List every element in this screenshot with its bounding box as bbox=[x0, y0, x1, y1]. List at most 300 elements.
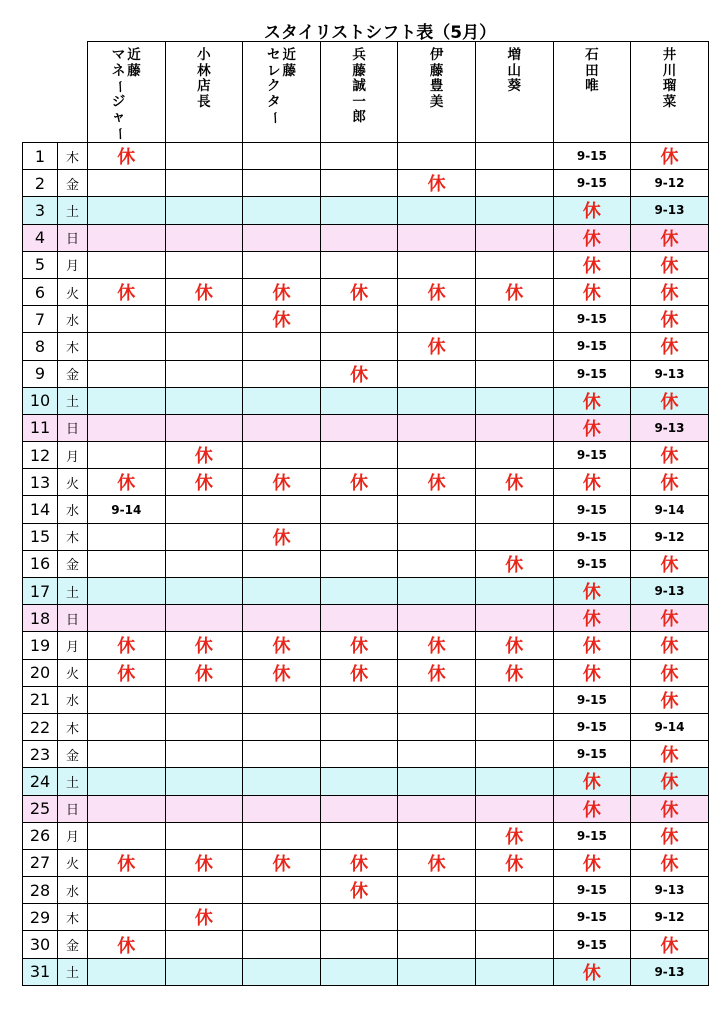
day-off-cell: 休 bbox=[243, 523, 321, 550]
shift-cell bbox=[165, 605, 243, 632]
shift-cell bbox=[165, 251, 243, 278]
weekday: 火 bbox=[58, 469, 88, 496]
day-number: 20 bbox=[23, 659, 58, 686]
shift-cell bbox=[475, 958, 553, 985]
shift-cell bbox=[320, 958, 398, 985]
shift-cell bbox=[243, 224, 321, 251]
day-number: 24 bbox=[23, 768, 58, 795]
day-row bbox=[23, 333, 709, 360]
day-off-cell: 休 bbox=[243, 849, 321, 876]
day-off-cell: 休 bbox=[165, 632, 243, 659]
weekday: 日 bbox=[58, 795, 88, 822]
shift-cell bbox=[475, 170, 553, 197]
shift-cell bbox=[320, 904, 398, 931]
weekday: 水 bbox=[58, 686, 88, 713]
shift-cell bbox=[398, 251, 476, 278]
day-off-cell: 休 bbox=[631, 224, 709, 251]
shift-cell bbox=[243, 496, 321, 523]
shift-cell: 9-15 bbox=[553, 360, 631, 387]
day-off-cell: 休 bbox=[88, 659, 166, 686]
day-row bbox=[23, 143, 709, 170]
shift-cell bbox=[243, 550, 321, 577]
day-row bbox=[23, 958, 709, 985]
shift-cell bbox=[398, 578, 476, 605]
shift-cell: 9-15 bbox=[553, 333, 631, 360]
shift-cell bbox=[398, 360, 476, 387]
day-off-cell: 休 bbox=[631, 387, 709, 414]
shift-cell bbox=[165, 306, 243, 333]
shift-cell bbox=[320, 578, 398, 605]
shift-cell bbox=[475, 686, 553, 713]
shift-cell: 9-12 bbox=[631, 523, 709, 550]
weekday: 水 bbox=[58, 306, 88, 333]
day-off-cell: 休 bbox=[243, 278, 321, 305]
day-number: 31 bbox=[23, 958, 58, 985]
shift-cell bbox=[88, 251, 166, 278]
weekday: 土 bbox=[58, 768, 88, 795]
day-off-cell: 休 bbox=[88, 849, 166, 876]
day-number: 11 bbox=[23, 414, 58, 441]
shift-cell bbox=[243, 822, 321, 849]
day-row bbox=[23, 550, 709, 577]
day-off-cell: 休 bbox=[631, 333, 709, 360]
day-off-cell: 休 bbox=[88, 469, 166, 496]
day-off-cell: 休 bbox=[475, 550, 553, 577]
day-row bbox=[23, 170, 709, 197]
day-off-cell: 休 bbox=[631, 795, 709, 822]
day-off-cell: 休 bbox=[553, 278, 631, 305]
day-off-cell: 休 bbox=[88, 931, 166, 958]
shift-cell bbox=[398, 523, 476, 550]
day-off-cell: 休 bbox=[553, 197, 631, 224]
shift-cell bbox=[243, 387, 321, 414]
shift-cell bbox=[475, 251, 553, 278]
day-number: 8 bbox=[23, 333, 58, 360]
day-number: 5 bbox=[23, 251, 58, 278]
day-number: 29 bbox=[23, 904, 58, 931]
day-off-cell: 休 bbox=[631, 550, 709, 577]
day-number: 1 bbox=[23, 143, 58, 170]
day-number: 3 bbox=[23, 197, 58, 224]
day-number: 14 bbox=[23, 496, 58, 523]
shift-cell bbox=[243, 795, 321, 822]
day-off-cell: 休 bbox=[165, 904, 243, 931]
day-off-cell: 休 bbox=[631, 659, 709, 686]
shift-cell bbox=[475, 605, 553, 632]
shift-cell: 9-15 bbox=[553, 523, 631, 550]
shift-cell bbox=[88, 713, 166, 740]
shift-cell: 9-13 bbox=[631, 197, 709, 224]
day-off-cell: 休 bbox=[475, 469, 553, 496]
shift-cell bbox=[88, 442, 166, 469]
shift-cell bbox=[398, 387, 476, 414]
day-off-cell: 休 bbox=[88, 143, 166, 170]
weekday: 金 bbox=[58, 931, 88, 958]
staff-header-1 bbox=[88, 42, 166, 143]
day-off-cell: 休 bbox=[631, 768, 709, 795]
day-off-cell: 休 bbox=[631, 849, 709, 876]
day-off-cell: 休 bbox=[631, 632, 709, 659]
shift-cell: 9-13 bbox=[631, 360, 709, 387]
shift-cell bbox=[320, 741, 398, 768]
shift-cell bbox=[320, 523, 398, 550]
shift-cell: 9-14 bbox=[631, 713, 709, 740]
day-off-cell: 休 bbox=[553, 632, 631, 659]
weekday: 月 bbox=[58, 251, 88, 278]
weekday: 水 bbox=[58, 496, 88, 523]
day-off-cell: 休 bbox=[631, 741, 709, 768]
shift-cell bbox=[165, 578, 243, 605]
weekday: 木 bbox=[58, 904, 88, 931]
day-off-cell: 休 bbox=[553, 469, 631, 496]
day-row bbox=[23, 469, 709, 496]
weekday: 月 bbox=[58, 442, 88, 469]
shift-cell bbox=[398, 496, 476, 523]
day-off-cell: 休 bbox=[320, 469, 398, 496]
day-row bbox=[23, 822, 709, 849]
weekday: 木 bbox=[58, 713, 88, 740]
shift-cell: 9-15 bbox=[553, 550, 631, 577]
shift-cell: 9-15 bbox=[553, 822, 631, 849]
day-off-cell: 休 bbox=[398, 469, 476, 496]
shift-cell bbox=[165, 768, 243, 795]
shift-cell bbox=[243, 605, 321, 632]
shift-cell bbox=[320, 306, 398, 333]
staff-name-line: 小 林 店 長 bbox=[197, 47, 211, 110]
shift-cell bbox=[398, 686, 476, 713]
day-number: 25 bbox=[23, 795, 58, 822]
day-number: 19 bbox=[23, 632, 58, 659]
day-off-cell: 休 bbox=[475, 278, 553, 305]
shift-cell: 9-13 bbox=[631, 877, 709, 904]
day-number: 13 bbox=[23, 469, 58, 496]
shift-cell bbox=[88, 741, 166, 768]
shift-cell bbox=[398, 877, 476, 904]
staff-header-6 bbox=[475, 42, 553, 143]
shift-cell bbox=[398, 605, 476, 632]
staff-header-row bbox=[23, 42, 709, 143]
shift-cell bbox=[320, 197, 398, 224]
shift-cell bbox=[165, 360, 243, 387]
shift-cell bbox=[475, 333, 553, 360]
shift-cell bbox=[475, 306, 553, 333]
day-row bbox=[23, 768, 709, 795]
shift-cell bbox=[88, 333, 166, 360]
shift-cell bbox=[243, 170, 321, 197]
day-off-cell: 休 bbox=[553, 605, 631, 632]
shift-cell bbox=[320, 224, 398, 251]
shift-cell bbox=[88, 414, 166, 441]
shift-cell bbox=[320, 931, 398, 958]
shift-cell bbox=[398, 306, 476, 333]
day-row bbox=[23, 306, 709, 333]
shift-cell: 9-13 bbox=[631, 958, 709, 985]
shift-cell: 9-15 bbox=[553, 713, 631, 740]
day-off-cell: 休 bbox=[631, 931, 709, 958]
day-off-cell: 休 bbox=[320, 360, 398, 387]
day-off-cell: 休 bbox=[243, 632, 321, 659]
day-row bbox=[23, 659, 709, 686]
shift-cell bbox=[475, 387, 553, 414]
day-number: 2 bbox=[23, 170, 58, 197]
shift-cell bbox=[475, 713, 553, 740]
staff-name-line: 石 田 唯 bbox=[585, 47, 599, 95]
shift-cell bbox=[320, 333, 398, 360]
day-number: 30 bbox=[23, 931, 58, 958]
header-corner bbox=[23, 42, 58, 143]
shift-cell bbox=[165, 496, 243, 523]
day-off-cell: 休 bbox=[553, 659, 631, 686]
shift-cell bbox=[398, 143, 476, 170]
shift-cell bbox=[475, 360, 553, 387]
weekday: 金 bbox=[58, 550, 88, 577]
day-off-cell: 休 bbox=[88, 278, 166, 305]
shift-cell bbox=[165, 686, 243, 713]
day-number: 27 bbox=[23, 849, 58, 876]
shift-cell bbox=[88, 360, 166, 387]
staff-name-line: 増 山 葵 bbox=[507, 47, 522, 95]
day-off-cell: 休 bbox=[165, 659, 243, 686]
shift-cell bbox=[88, 822, 166, 849]
weekday: 土 bbox=[58, 387, 88, 414]
day-row bbox=[23, 795, 709, 822]
shift-cell bbox=[320, 414, 398, 441]
day-off-cell: 休 bbox=[398, 659, 476, 686]
shift-cell bbox=[320, 713, 398, 740]
shift-cell bbox=[88, 523, 166, 550]
day-row bbox=[23, 414, 709, 441]
day-number: 18 bbox=[23, 605, 58, 632]
shift-cell bbox=[475, 904, 553, 931]
shift-cell bbox=[243, 958, 321, 985]
shift-cell: 9-14 bbox=[88, 496, 166, 523]
day-number: 6 bbox=[23, 278, 58, 305]
day-number: 12 bbox=[23, 442, 58, 469]
day-off-cell: 休 bbox=[320, 659, 398, 686]
day-number: 7 bbox=[23, 306, 58, 333]
weekday: 水 bbox=[58, 877, 88, 904]
day-off-cell: 休 bbox=[631, 686, 709, 713]
shift-cell: 9-13 bbox=[631, 578, 709, 605]
shift-cell bbox=[398, 904, 476, 931]
header-corner bbox=[58, 42, 88, 143]
day-off-cell: 休 bbox=[631, 822, 709, 849]
day-number: 26 bbox=[23, 822, 58, 849]
weekday: 土 bbox=[58, 578, 88, 605]
shift-cell bbox=[165, 958, 243, 985]
staff-header-7 bbox=[553, 42, 631, 143]
shift-cell bbox=[243, 578, 321, 605]
shift-cell bbox=[398, 197, 476, 224]
shift-cell bbox=[475, 931, 553, 958]
shift-cell bbox=[88, 686, 166, 713]
day-off-cell: 休 bbox=[553, 224, 631, 251]
staff-name-line: 兵 藤 誠 一 郎 bbox=[352, 47, 366, 126]
shift-cell bbox=[165, 550, 243, 577]
shift-cell bbox=[243, 686, 321, 713]
staff-name-line: マ ネ ー ジ ャ ー bbox=[111, 47, 128, 141]
shift-cell bbox=[398, 224, 476, 251]
shift-cell bbox=[320, 143, 398, 170]
weekday: 日 bbox=[58, 414, 88, 441]
shift-cell: 9-15 bbox=[553, 931, 631, 958]
shift-cell bbox=[475, 795, 553, 822]
shift-cell bbox=[88, 904, 166, 931]
shift-cell: 9-12 bbox=[631, 170, 709, 197]
shift-cell bbox=[165, 822, 243, 849]
day-off-cell: 休 bbox=[553, 251, 631, 278]
day-row bbox=[23, 605, 709, 632]
shift-cell bbox=[243, 877, 321, 904]
staff-header-4 bbox=[320, 42, 398, 143]
staff-header-5 bbox=[398, 42, 476, 143]
shift-cell bbox=[475, 578, 553, 605]
day-off-cell: 休 bbox=[631, 442, 709, 469]
day-off-cell: 休 bbox=[631, 143, 709, 170]
day-number: 15 bbox=[23, 523, 58, 550]
day-row bbox=[23, 686, 709, 713]
shift-cell bbox=[243, 360, 321, 387]
shift-cell: 9-15 bbox=[553, 306, 631, 333]
shift-cell bbox=[398, 822, 476, 849]
day-off-cell: 休 bbox=[553, 578, 631, 605]
day-off-cell: 休 bbox=[553, 795, 631, 822]
day-row bbox=[23, 904, 709, 931]
day-row bbox=[23, 877, 709, 904]
day-number: 28 bbox=[23, 877, 58, 904]
day-off-cell: 休 bbox=[320, 849, 398, 876]
day-row bbox=[23, 387, 709, 414]
shift-cell bbox=[88, 578, 166, 605]
shift-cell bbox=[398, 414, 476, 441]
shift-cell bbox=[398, 442, 476, 469]
weekday: 木 bbox=[58, 523, 88, 550]
day-number: 4 bbox=[23, 224, 58, 251]
day-number: 10 bbox=[23, 387, 58, 414]
shift-cell bbox=[165, 795, 243, 822]
day-number: 23 bbox=[23, 741, 58, 768]
weekday: 金 bbox=[58, 741, 88, 768]
shift-table bbox=[22, 41, 709, 986]
shift-cell bbox=[243, 768, 321, 795]
shift-cell bbox=[88, 605, 166, 632]
day-off-cell: 休 bbox=[631, 251, 709, 278]
day-off-cell: 休 bbox=[475, 659, 553, 686]
day-row bbox=[23, 360, 709, 387]
day-off-cell: 休 bbox=[88, 632, 166, 659]
weekday: 土 bbox=[58, 958, 88, 985]
shift-cell: 9-14 bbox=[631, 496, 709, 523]
shift-cell bbox=[475, 224, 553, 251]
shift-cell bbox=[165, 877, 243, 904]
shift-cell bbox=[475, 877, 553, 904]
weekday: 日 bbox=[58, 605, 88, 632]
day-off-cell: 休 bbox=[475, 632, 553, 659]
day-off-cell: 休 bbox=[165, 849, 243, 876]
shift-cell bbox=[165, 414, 243, 441]
day-off-cell: 休 bbox=[475, 822, 553, 849]
shift-cell bbox=[475, 496, 553, 523]
shift-cell bbox=[320, 795, 398, 822]
shift-cell bbox=[243, 713, 321, 740]
shift-cell bbox=[398, 741, 476, 768]
day-row bbox=[23, 496, 709, 523]
day-row bbox=[23, 523, 709, 550]
shift-cell bbox=[243, 931, 321, 958]
shift-cell bbox=[320, 496, 398, 523]
shift-cell bbox=[88, 224, 166, 251]
shift-cell bbox=[475, 143, 553, 170]
shift-cell: 9-12 bbox=[631, 904, 709, 931]
staff-header-3 bbox=[243, 42, 321, 143]
staff-name-line: 近 藤 bbox=[127, 47, 141, 79]
shift-cell bbox=[165, 741, 243, 768]
shift-cell bbox=[88, 877, 166, 904]
shift-cell: 9-15 bbox=[553, 686, 631, 713]
shift-cell bbox=[88, 170, 166, 197]
day-row bbox=[23, 197, 709, 224]
weekday: 火 bbox=[58, 278, 88, 305]
day-row bbox=[23, 442, 709, 469]
weekday: 木 bbox=[58, 143, 88, 170]
shift-cell bbox=[165, 170, 243, 197]
day-off-cell: 休 bbox=[553, 768, 631, 795]
shift-cell bbox=[475, 768, 553, 795]
shift-cell bbox=[320, 550, 398, 577]
day-off-cell: 休 bbox=[243, 659, 321, 686]
staff-name-line: 近 藤 bbox=[282, 47, 296, 79]
day-off-cell: 休 bbox=[553, 958, 631, 985]
day-number: 21 bbox=[23, 686, 58, 713]
shift-cell: 9-15 bbox=[553, 877, 631, 904]
day-off-cell: 休 bbox=[320, 278, 398, 305]
shift-cell: 9-15 bbox=[553, 442, 631, 469]
day-row bbox=[23, 713, 709, 740]
staff-header-8 bbox=[631, 42, 709, 143]
day-row bbox=[23, 632, 709, 659]
day-off-cell: 休 bbox=[631, 469, 709, 496]
day-off-cell: 休 bbox=[320, 632, 398, 659]
shift-cell bbox=[320, 387, 398, 414]
day-row bbox=[23, 931, 709, 958]
day-off-cell: 休 bbox=[553, 849, 631, 876]
staff-name-line: 井 川 瑠 菜 bbox=[662, 47, 677, 110]
shift-cell: 9-15 bbox=[553, 170, 631, 197]
page-title: スタイリストシフト表（5月） bbox=[263, 23, 497, 43]
weekday: 金 bbox=[58, 170, 88, 197]
shift-cell bbox=[243, 904, 321, 931]
day-off-cell: 休 bbox=[320, 877, 398, 904]
day-number: 9 bbox=[23, 360, 58, 387]
shift-cell bbox=[88, 550, 166, 577]
shift-cell bbox=[320, 251, 398, 278]
staff-name-line: 伊 藤 豊 美 bbox=[429, 47, 444, 110]
day-off-cell: 休 bbox=[165, 469, 243, 496]
day-row bbox=[23, 741, 709, 768]
shift-cell: 9-15 bbox=[553, 741, 631, 768]
shift-cell bbox=[165, 333, 243, 360]
shift-cell bbox=[475, 442, 553, 469]
shift-cell bbox=[320, 170, 398, 197]
day-row bbox=[23, 849, 709, 876]
shift-cell bbox=[243, 414, 321, 441]
weekday: 土 bbox=[58, 197, 88, 224]
shift-cell bbox=[398, 550, 476, 577]
day-row bbox=[23, 578, 709, 605]
shift-cell bbox=[165, 713, 243, 740]
shift-cell bbox=[165, 143, 243, 170]
shift-cell bbox=[165, 931, 243, 958]
